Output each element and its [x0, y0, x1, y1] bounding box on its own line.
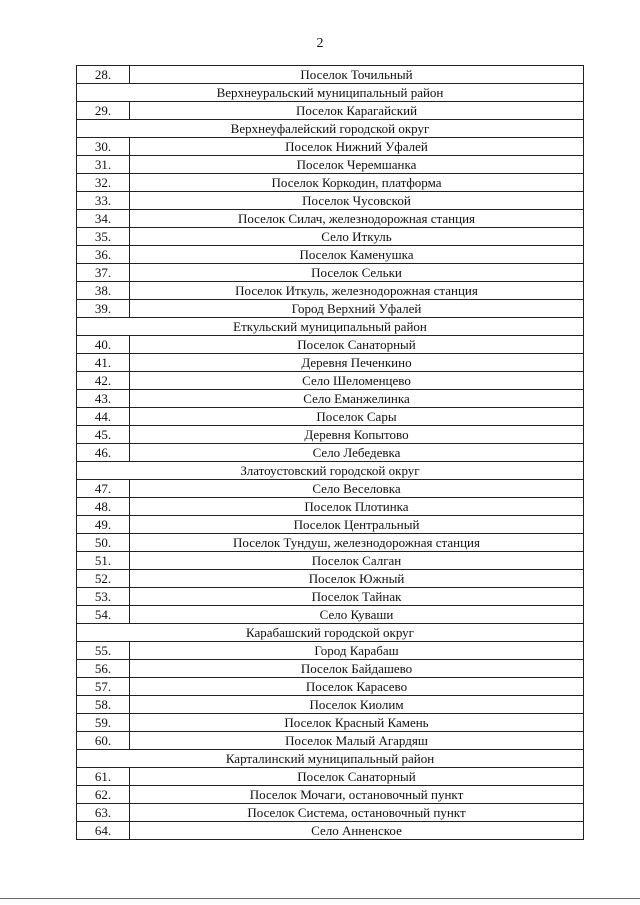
table-row	[77, 300, 584, 318]
row-number: 63.	[77, 804, 130, 822]
table-row	[77, 678, 584, 696]
settlement-name: Поселок Система, остановочный пункт	[130, 804, 584, 822]
row-number: 47.	[77, 480, 130, 498]
row-number: 61.	[77, 768, 130, 786]
settlement-name: Поселок Карасево	[130, 678, 584, 696]
settlement-name: Поселок Тундуш, железнодорожная станция	[130, 534, 584, 552]
table-row	[77, 390, 584, 408]
settlement-name: Село Иткуль	[130, 228, 584, 246]
settlement-name: Город Верхний Уфалей	[130, 300, 584, 318]
table-row	[77, 606, 584, 624]
settlement-name: Поселок Черемшанка	[130, 156, 584, 174]
table-row	[77, 354, 584, 372]
row-number: 41.	[77, 354, 130, 372]
table-row	[77, 210, 584, 228]
table-row	[77, 246, 584, 264]
settlement-name: Село Анненское	[130, 822, 584, 840]
row-number: 62.	[77, 786, 130, 804]
settlement-name: Поселок Силач, железнодорожная станция	[130, 210, 584, 228]
row-number: 43.	[77, 390, 130, 408]
settlement-name: Поселок Нижний Уфалей	[130, 138, 584, 156]
district-header-row	[77, 318, 584, 336]
row-number: 51.	[77, 552, 130, 570]
settlement-name: Поселок Центральный	[130, 516, 584, 534]
row-number: 34.	[77, 210, 130, 228]
table-row	[77, 822, 584, 840]
row-number: 48.	[77, 498, 130, 516]
settlement-name: Поселок Тайнак	[130, 588, 584, 606]
table-row	[77, 786, 584, 804]
district-header-row	[77, 624, 584, 642]
table-row	[77, 660, 584, 678]
row-number: 53.	[77, 588, 130, 606]
row-number: 55.	[77, 642, 130, 660]
settlement-name: Поселок Салган	[130, 552, 584, 570]
table-row	[77, 282, 584, 300]
settlement-name: Деревня Печенкино	[130, 354, 584, 372]
table-row	[77, 192, 584, 210]
row-number: 57.	[77, 678, 130, 696]
row-number: 50.	[77, 534, 130, 552]
row-number: 52.	[77, 570, 130, 588]
settlement-name: Поселок Сары	[130, 408, 584, 426]
row-number: 35.	[77, 228, 130, 246]
table-row	[77, 264, 584, 282]
row-number: 54.	[77, 606, 130, 624]
settlement-name: Поселок Иткуль, железнодорожная станция	[130, 282, 584, 300]
row-number: 32.	[77, 174, 130, 192]
settlement-name: Поселок Карагайский	[130, 102, 584, 120]
settlement-name: Поселок Сельки	[130, 264, 584, 282]
table-row	[77, 372, 584, 390]
settlement-name: Поселок Плотинка	[130, 498, 584, 516]
page-bottom-rule	[0, 898, 640, 899]
row-number: 60.	[77, 732, 130, 750]
table-row	[77, 408, 584, 426]
settlements-table	[76, 65, 584, 840]
settlement-name: Поселок Малый Агардяш	[130, 732, 584, 750]
row-number: 30.	[77, 138, 130, 156]
settlement-name: Поселок Байдашево	[130, 660, 584, 678]
settlement-name: Поселок Чусовской	[130, 192, 584, 210]
settlement-name: Деревня Копытово	[130, 426, 584, 444]
table-row	[77, 174, 584, 192]
row-number: 42.	[77, 372, 130, 390]
table-row	[77, 498, 584, 516]
table-row	[77, 102, 584, 120]
district-header: Карабашский городской округ	[77, 624, 584, 642]
row-number: 39.	[77, 300, 130, 318]
settlement-name: Село Куваши	[130, 606, 584, 624]
district-header: Карталинский муниципальный район	[77, 750, 584, 768]
row-number: 37.	[77, 264, 130, 282]
settlement-name: Поселок Южный	[130, 570, 584, 588]
row-number: 38.	[77, 282, 130, 300]
settlement-name: Село Лебедевка	[130, 444, 584, 462]
row-number: 28.	[77, 66, 130, 84]
settlement-name: Поселок Киолим	[130, 696, 584, 714]
table-row	[77, 426, 584, 444]
district-header: Златоустовский городской округ	[77, 462, 584, 480]
settlements-table-body	[77, 66, 584, 840]
table-row	[77, 336, 584, 354]
table-row	[77, 534, 584, 552]
settlement-name: Село Веселовка	[130, 480, 584, 498]
table-row	[77, 156, 584, 174]
district-header-row	[77, 750, 584, 768]
settlement-name: Поселок Санаторный	[130, 768, 584, 786]
table-row	[77, 642, 584, 660]
settlement-name: Поселок Санаторный	[130, 336, 584, 354]
table-row	[77, 228, 584, 246]
table-row	[77, 444, 584, 462]
district-header-row	[77, 84, 584, 102]
row-number: 46.	[77, 444, 130, 462]
settlement-name: Поселок Коркодин, платформа	[130, 174, 584, 192]
district-header-row	[77, 462, 584, 480]
row-number: 33.	[77, 192, 130, 210]
page-number: 2	[316, 36, 324, 51]
settlement-name: Поселок Каменушка	[130, 246, 584, 264]
table-row	[77, 552, 584, 570]
row-number: 31.	[77, 156, 130, 174]
row-number: 40.	[77, 336, 130, 354]
row-number: 56.	[77, 660, 130, 678]
table-row	[77, 66, 584, 84]
table-row	[77, 570, 584, 588]
district-header: Верхнеуральский муниципальный район	[77, 84, 584, 102]
row-number: 44.	[77, 408, 130, 426]
table-row	[77, 516, 584, 534]
row-number: 64.	[77, 822, 130, 840]
settlement-name: Село Еманжелинка	[130, 390, 584, 408]
table-row	[77, 732, 584, 750]
table-row	[77, 804, 584, 822]
row-number: 58.	[77, 696, 130, 714]
table-row	[77, 768, 584, 786]
row-number: 45.	[77, 426, 130, 444]
table-row	[77, 588, 584, 606]
settlement-name: Село Шеломенцево	[130, 372, 584, 390]
settlement-name: Город Карабаш	[130, 642, 584, 660]
row-number: 59.	[77, 714, 130, 732]
row-number: 29.	[77, 102, 130, 120]
settlement-name: Поселок Точильный	[130, 66, 584, 84]
row-number: 49.	[77, 516, 130, 534]
settlement-name: Поселок Мочаги, остановочный пункт	[130, 786, 584, 804]
table-row	[77, 480, 584, 498]
district-header: Верхнеуфалейский городской округ	[77, 120, 584, 138]
district-header: Еткульский муниципальный район	[77, 318, 584, 336]
table-row	[77, 138, 584, 156]
settlement-name: Поселок Красный Камень	[130, 714, 584, 732]
table-row	[77, 714, 584, 732]
row-number: 36.	[77, 246, 130, 264]
district-header-row	[77, 120, 584, 138]
table-row	[77, 696, 584, 714]
